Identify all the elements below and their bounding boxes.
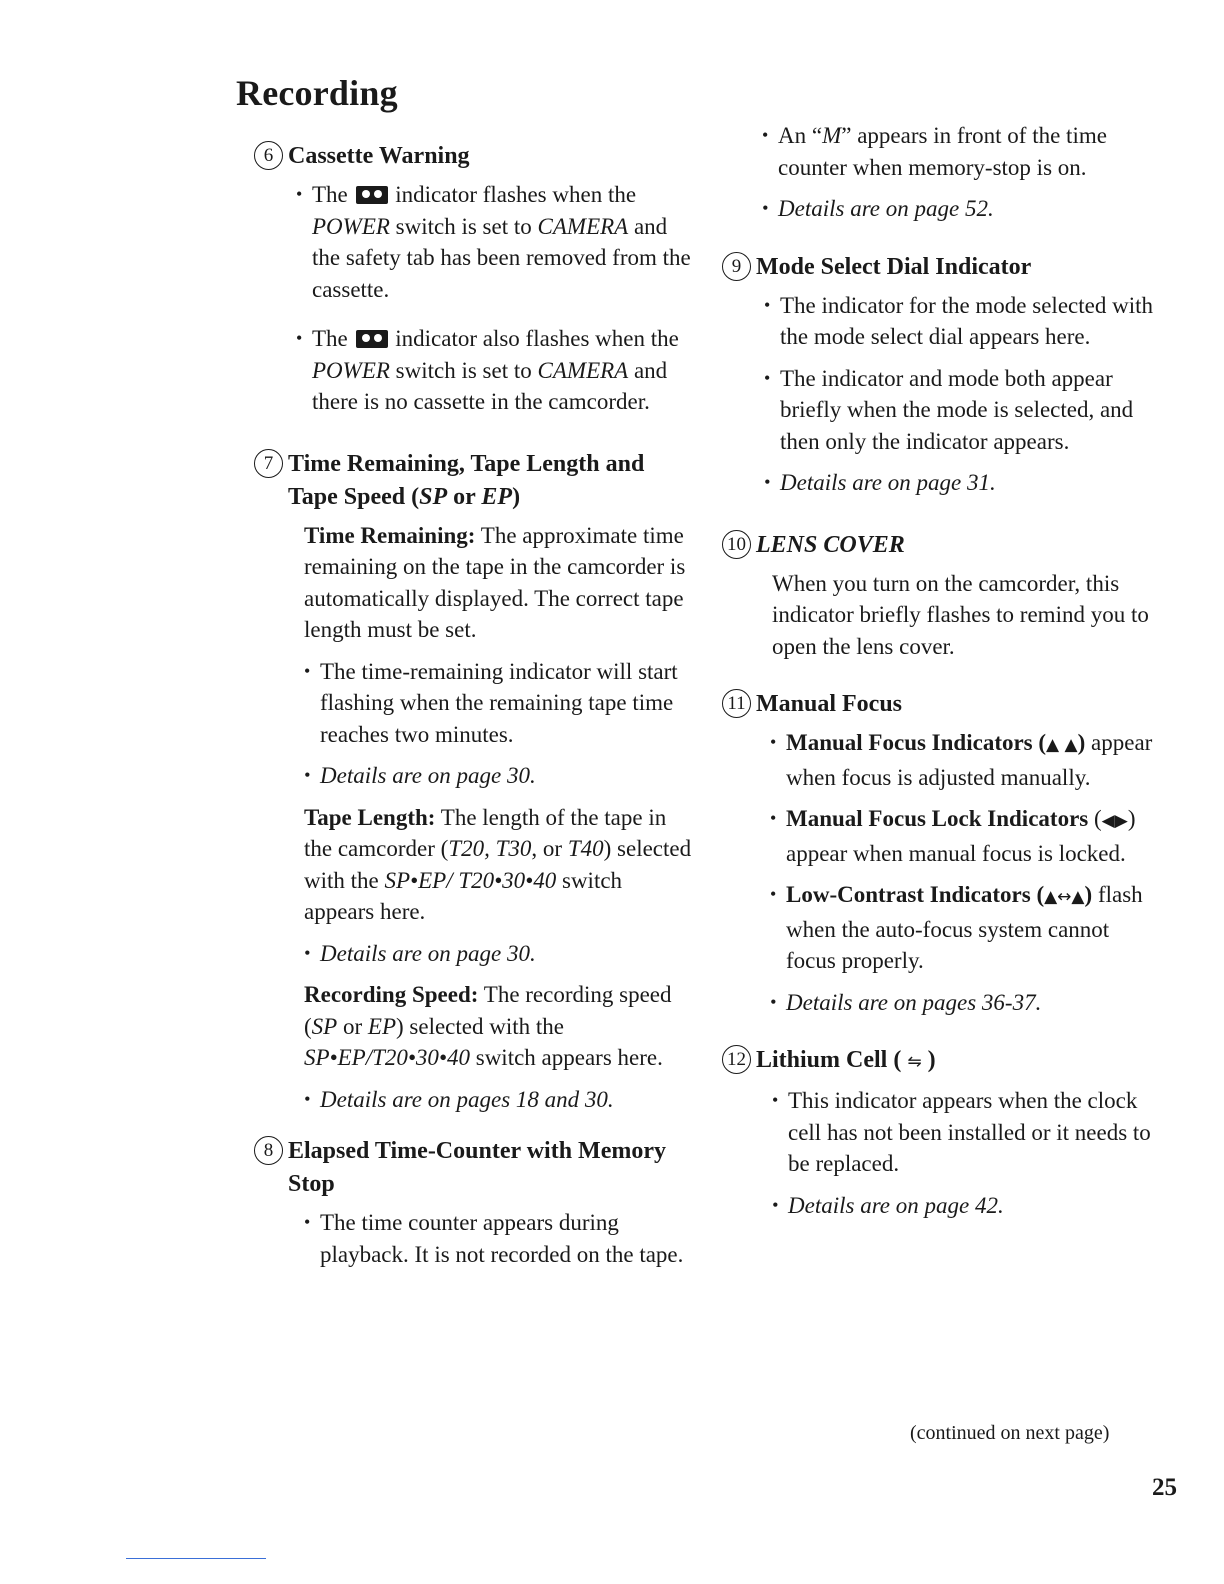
bullet-item: • The time counter appears during playback. It is not recorded on the tape. [304,1207,694,1270]
section-number-badge: 10 [722,530,751,559]
cassette-icon [356,330,388,348]
page-number: 25 [1152,1474,1177,1501]
lithium-cell-icon: ⇋ [907,1052,922,1072]
section-title: Elapsed Time-Counter with Memory Stop [288,1138,666,1197]
page-title: Recording [236,73,398,113]
manual-focus-icon: ▲ ▲ [1046,735,1078,755]
section-title: Time Remaining, Tape Length and Tape Speed (SP or EP) [288,450,645,510]
bullet-item: • The indicator also flashes when the POWER switch is set to CAMERA and there is no cassette in the camcorder. [296,323,694,418]
details-note: • Details are on page 30. [304,938,694,970]
details-note: • Details are on pages 18 and 30. [304,1084,694,1116]
section-number-badge: 11 [722,689,751,718]
details-note: • Details are on page 52. [762,193,1162,225]
bullet-item: • Manual Focus Lock Indicators (◀▶) appear when manual focus is locked. [770,803,1162,869]
section-heading [722,529,1162,562]
section-title: LENS COVER [756,531,905,558]
section-title: Cassette Warning [288,143,470,169]
continued-note: (continued on next page) [910,1422,1110,1444]
details-note: • Details are on page 30. [304,760,694,792]
section-time-remaining [254,448,694,1116]
section-heading [254,448,694,514]
details-note: • Details are on pages 36-37. [770,987,1162,1019]
section-title: Lithium Cell ( ⇋ ) [756,1047,936,1073]
focus-lock-icon: ◀▶ [1101,811,1128,831]
section-title: Mode Select Dial Indicator [756,253,1032,280]
bullet-item: • An “M” appears in front of the time counter when memory-stop is on. [762,120,1162,183]
section-heading [722,251,1162,284]
paragraph-lens-cover: When you turn on the camcorder, this indicator briefly flashes to remind you to open the lens cover. [772,570,1149,659]
cassette-icon [356,186,388,204]
section-elapsed-time-counter [254,1135,694,1270]
bullet-item: • The time-remaining indicator will start flashing when the remaining tape time reaches two minutes. [304,656,694,751]
low-contrast-icon: ▲↔▲ [1044,887,1085,907]
section-lens-cover [722,529,1162,663]
bullet-item: • The indicator flashes when the POWER switch is set to CAMERA and the safety tab has been removed from the cassette. [296,179,694,305]
bullet-item: • The indicator for the mode selected with the mode select dial appears here. [764,290,1162,353]
section-heading [254,140,694,173]
section-title: Manual Focus [756,691,903,717]
section-manual-focus [722,688,1162,1018]
section-heading [254,1135,694,1201]
section-number-badge: 7 [254,449,283,478]
bullet-item: • The indicator and mode both appear briefly when the mode is selected, and then only the indicator appears. [764,363,1162,458]
details-note: • Details are on page 31. [764,467,1162,499]
bullet-item: • This indicator appears when the clock cell has not been installed or it needs to be replaced. [772,1085,1162,1180]
paragraph-time-remaining: Time Remaining: The approximate time remaining on the tape in the camcorder is automatically displayed. The correct tape length must be set. [304,522,686,642]
section-number-badge: 6 [254,141,283,170]
section-mode-select-dial [722,251,1162,499]
section-number-badge: 12 [722,1045,751,1074]
section-cassette-warning [254,140,694,418]
bullet-item: • Manual Focus Indicators (▲ ▲) appear when focus is adjusted manually. [770,727,1162,793]
section-heading [722,688,1162,721]
section-number-badge: 9 [722,252,751,281]
section-heading [722,1044,1162,1079]
section-number-badge: 8 [254,1136,283,1165]
details-note: • Details are on page 42. [772,1190,1162,1222]
paragraph-tape-length: Tape Length: The length of the tape in the camcorder (T20, T30, or T40) selected with the SP•EP/ T20•30•40 switch appears here. [304,804,692,924]
footer-rule [126,1558,266,1559]
left-column [254,140,694,1294]
bullet-item: • Low-Contrast Indicators (▲↔▲) flash when the auto-focus system cannot focus properly. [770,879,1162,977]
section-lithium-cell [722,1044,1162,1221]
paragraph-recording-speed: Recording Speed: The recording speed (SP or EP) selected with the SP•EP/T20•30•40 switch appears here. [304,982,672,1070]
right-column [722,120,1162,1245]
